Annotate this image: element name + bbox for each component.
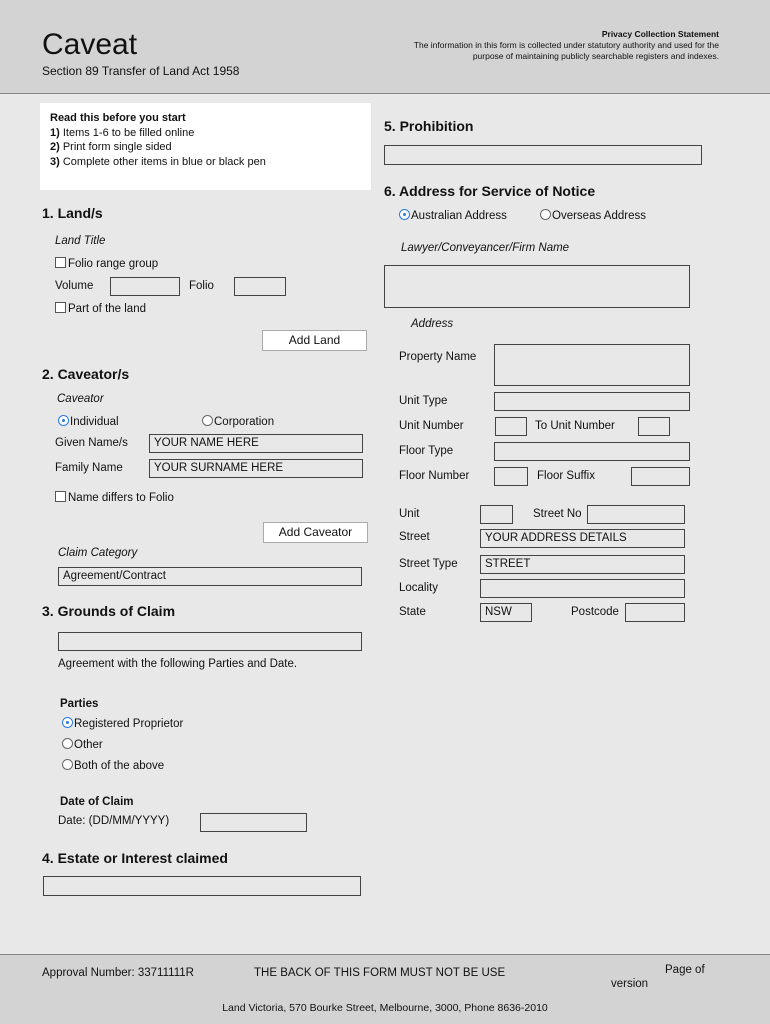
privacy-title: Privacy Collection Statement [601,29,719,39]
section-land-title: 1. Land/s [42,205,103,221]
australian-address-radio[interactable]: Australian Address [399,209,507,222]
street-type-input[interactable]: STREET [480,555,685,574]
section-caveator-title: 2. Caveator/s [42,366,130,382]
unit-type-input[interactable] [494,392,690,411]
state-label: State [399,606,426,618]
caveator-label: Caveator [57,393,104,405]
to-unit-number-label: To Unit Number [535,420,615,432]
street-no-label: Street No [533,508,582,520]
floor-suffix-label: Floor Suffix [537,470,595,482]
overseas-address-radio[interactable]: Overseas Address [540,209,646,222]
instruction-item: 2) Print form single sided [50,141,172,153]
family-name-input[interactable]: YOUR SURNAME HERE [149,459,363,478]
radio-icon[interactable] [540,209,551,220]
parties-label: Parties [60,698,99,710]
form-subtitle: Section 89 Transfer of Land Act 1958 [42,64,240,78]
volume-label: Volume [55,280,94,292]
checkbox-icon[interactable] [55,257,66,268]
section-estate-title: 4. Estate or Interest claimed [42,850,228,866]
postcode-label: Postcode [571,606,619,618]
floor-suffix-input[interactable] [631,467,690,486]
unit-input[interactable] [480,505,513,524]
radio-selected-icon[interactable] [58,415,69,426]
date-label: Date: (DD/MM/YYYY) [58,815,170,827]
street-input[interactable]: YOUR ADDRESS DETAILS [480,529,685,548]
address-label: Address [411,318,454,330]
street-label: Street [399,531,430,543]
corporation-radio[interactable]: Corporation [202,415,274,428]
section-prohibition-title: 5. Prohibition [384,118,474,134]
unit-type-label: Unit Type [399,395,448,407]
locality-input[interactable] [480,579,685,598]
section-grounds-title: 3. Grounds of Claim [42,603,176,619]
individual-radio[interactable]: Individual [58,415,119,428]
checkbox-icon[interactable] [55,302,66,313]
privacy-text: The information in this form is collected under statutory authority and used for the purpose of maintaining publicly searchable registers and indexes. [413,40,719,61]
footer-address: Land Victoria, 570 Bourke Street, Melbourne, 3000, Phone 8636-2010 [222,1002,548,1014]
form-header [0,0,770,94]
form-footer [0,954,770,1024]
folio-input[interactable] [234,277,286,296]
firm-name-input[interactable] [384,265,690,308]
floor-type-input[interactable] [494,442,690,461]
property-name-input[interactable] [494,344,690,386]
folio-range-checkbox[interactable]: Folio range group [55,257,158,270]
postcode-input[interactable] [625,603,685,622]
instructions-box [40,103,371,190]
instruction-item: 1) Items 1-6 to be filled online [50,126,195,139]
street-type-label: Street Type [399,558,458,570]
claim-category-select[interactable]: Agreement/Contract [58,567,362,586]
add-caveator-button[interactable]: Add Caveator [263,522,368,543]
both-radio[interactable]: Both of the above [62,759,164,772]
checkbox-icon[interactable] [55,491,66,502]
volume-input[interactable] [110,277,180,296]
unit-label: Unit [399,508,420,520]
radio-icon[interactable] [62,738,73,749]
street-no-input[interactable] [587,505,685,524]
version-label: version [611,978,649,990]
unit-number-input[interactable] [495,417,527,436]
land-title-label: Land Title [55,235,106,247]
form-title: Caveat [42,28,138,61]
firm-name-label: Lawyer/Conveyancer/Firm Name [401,242,570,254]
section-address-title: 6. Address for Service of Notice [384,183,596,199]
instruction-item: 3) Complete other items in blue or black pen [50,155,266,168]
claim-category-label: Claim Category [58,547,138,559]
grounds-input[interactable] [58,632,362,651]
folio-label: Folio [189,280,214,292]
unit-number-label: Unit Number [399,420,464,432]
registered-proprietor-radio[interactable]: Registered Proprietor [62,717,183,730]
prohibition-input[interactable] [384,145,702,165]
floor-type-label: Floor Type [399,445,454,457]
to-unit-number-input[interactable] [638,417,670,436]
given-name-input[interactable]: YOUR NAME HERE [149,434,363,453]
other-radio[interactable]: Other [62,738,103,751]
floor-number-label: Floor Number [399,470,470,482]
radio-icon[interactable] [202,415,213,426]
state-select[interactable]: NSW [480,603,532,622]
part-of-land-checkbox[interactable]: Part of the land [55,302,146,315]
radio-selected-icon[interactable] [62,717,73,728]
back-of-form-notice: THE BACK OF THIS FORM MUST NOT BE USE [254,967,506,979]
date-of-claim-heading: Date of Claim [60,796,134,808]
estate-input[interactable] [43,876,361,896]
page-of: Page of [665,964,705,976]
given-name-label: Given Name/s [55,437,128,449]
property-name-label: Property Name [399,351,477,363]
agreement-text: Agreement with the following Parties and Date. [58,658,298,670]
family-name-label: Family Name [55,462,123,474]
instructions-heading: Read this before you start [50,112,186,124]
approval-number: Approval Number: 33711111R [42,967,194,979]
radio-selected-icon[interactable] [399,209,410,220]
locality-label: Locality [399,582,438,594]
floor-number-input[interactable] [494,467,528,486]
radio-icon[interactable] [62,759,73,770]
name-differs-checkbox[interactable]: Name differs to Folio [55,491,174,504]
date-input[interactable] [200,813,307,832]
add-land-button[interactable]: Add Land [262,330,367,351]
